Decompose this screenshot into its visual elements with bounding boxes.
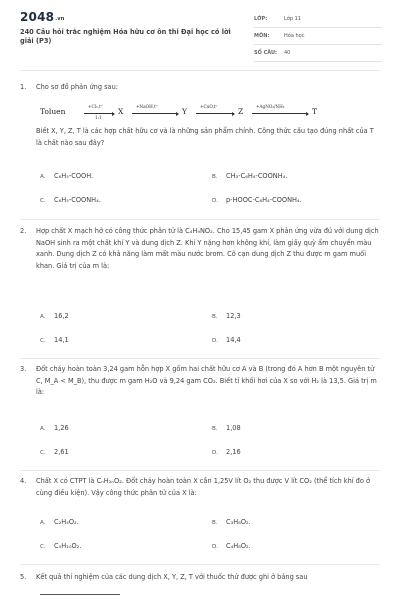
option-label: C. <box>40 338 46 344</box>
option-d[interactable] <box>212 336 241 344</box>
option-label: C. <box>40 544 46 550</box>
question-text: Kết quả thí nghiệm của các dung dịch X, Y, Z, T với thuốc thử được ghi ở bảng sau <box>36 573 308 581</box>
option-text: 14,1 <box>54 336 69 344</box>
option-text: 1,26 <box>54 424 69 432</box>
option-label: D. <box>212 544 219 550</box>
document-title: 240 Câu hỏi trắc nghiệm Hóa hữu cơ ôn thi Đại học có lời giải (P3) <box>20 28 231 45</box>
species-z: Z <box>238 107 244 116</box>
option-text: 14,4 <box>226 336 241 344</box>
option-label: D. <box>212 198 219 204</box>
option-a[interactable] <box>40 518 79 526</box>
option-label: B. <box>212 174 218 180</box>
option-text: 16,2 <box>54 312 69 320</box>
reaction-arrow <box>132 113 178 114</box>
reaction-arrow <box>196 113 234 114</box>
option-text: C₆H₅-COONH₄. <box>54 196 101 204</box>
meta-value: Hóa học <box>284 33 305 39</box>
question-divider <box>20 358 380 359</box>
question-intro: Cho sơ đồ phản ứng sau: <box>36 83 118 91</box>
reagent-label: +Cl₂,t⁰ <box>88 104 103 109</box>
logo-suffix: .vn <box>55 16 65 22</box>
question-text: Chất X có CTPT là CₙH₂ₙO₂. Đốt cháy hoàn toàn X cần 1,25V lít O₂ thu được V lít CO₂ (thể tích khí đo ở cùng điều kiện). Vậy công thức phân tử của X là: <box>36 477 371 497</box>
option-text: CH₃-C₆H₄-COONH₄. <box>226 172 288 180</box>
option-text: C₅H₁₀O₂. <box>54 542 82 550</box>
species-y: Y <box>182 107 187 116</box>
option-text: C₆H₅-COOH. <box>54 172 94 180</box>
question-text: Biết X, Y, Z, T là các hợp chất hữu cơ và là những sản phẩm chính. Công thức cấu tạo đúng nhất của T là chất nào sau đây? <box>36 127 374 147</box>
reagent-label: +CuO,t⁰ <box>200 104 218 109</box>
option-text: C₂H₄O₂. <box>54 518 79 526</box>
option-d[interactable] <box>212 448 241 456</box>
option-b[interactable] <box>212 172 287 180</box>
reagent-label: +AgNO₃/NH₃ <box>256 104 285 109</box>
question-number: 3. <box>20 365 27 373</box>
option-d[interactable] <box>212 196 302 204</box>
question-text: Hợp chất X mạch hở có công thức phân tử là C₄H₉NO₂. Cho 15,45 gam X phản ứng vừa đủ với dung dịch NaOH sinh ra một chất khí Y và dung dịch Z. Khí Y nặng hơn không khí, làm giấy quỳ ẩm chuyển màu xanh. Dung dịch Z có khả năng làm mất màu nước brom. Cô cạn dung dịch Z thu được m gam muối khan. Giá trị của m là: <box>36 227 379 270</box>
option-label: C. <box>40 450 46 456</box>
question-number: 4. <box>20 477 27 485</box>
option-label: B. <box>212 520 218 526</box>
species-toluene: Toluen <box>40 107 66 116</box>
option-label: A. <box>40 174 46 180</box>
meta-value: Lớp 11 <box>284 16 301 22</box>
header-divider <box>20 70 380 71</box>
option-c[interactable] <box>40 196 101 204</box>
question-number: 5. <box>20 573 27 581</box>
option-label: A. <box>40 314 46 320</box>
option-text: p-HOOC-C₆H₄-COONH₄. <box>226 196 302 204</box>
question-text: Đốt cháy hoàn toàn 3,24 gam hỗn hợp X gồm hai chất hữu cơ A và B (trong đó A hơn B một nguyên tử C, M_A < M_B), thu được m gam H₂O và 9,24 gam CO₂. Biết tỉ khối hơi của X so với H₂ là 13,5. Giá trị m là: <box>36 365 377 396</box>
logo-text: 2048 <box>20 10 55 24</box>
meta-key: LỚP: <box>254 16 268 22</box>
option-label: A. <box>40 426 46 432</box>
question-number: 2. <box>20 227 27 235</box>
meta-row-class <box>254 14 382 28</box>
species-t: T <box>312 107 318 116</box>
meta-key: MÔN: <box>254 33 270 39</box>
option-text: 2,16 <box>226 448 241 456</box>
option-b[interactable] <box>212 424 241 432</box>
option-b[interactable] <box>212 518 251 526</box>
question-divider <box>20 219 380 220</box>
option-a[interactable] <box>40 172 93 180</box>
question-divider <box>20 470 380 471</box>
meta-row-count <box>254 48 382 62</box>
ratio-label: 1:1 <box>95 115 102 120</box>
option-text: 1,08 <box>226 424 241 432</box>
reaction-arrow <box>84 113 114 114</box>
option-a[interactable] <box>40 424 69 432</box>
option-label: B. <box>212 426 218 432</box>
option-b[interactable] <box>212 312 241 320</box>
document-header <box>0 0 400 64</box>
species-x: X <box>118 107 124 116</box>
meta-key: SỐ CÂU: <box>254 50 278 56</box>
question-divider <box>20 564 380 565</box>
reaction-arrow <box>252 113 308 114</box>
meta-row-subject <box>254 31 382 45</box>
option-text: 12,3 <box>226 312 241 320</box>
document-meta <box>254 14 382 65</box>
reagent-label: +NaOH,t⁰ <box>136 104 158 109</box>
option-c[interactable] <box>40 542 81 550</box>
question-number: 1. <box>20 83 27 91</box>
option-text: C₄H₈O₂. <box>226 542 251 550</box>
reaction-scheme <box>40 104 380 118</box>
option-label: D. <box>212 338 219 344</box>
option-label: C. <box>40 198 46 204</box>
table-top-border <box>40 594 120 595</box>
site-logo[interactable] <box>20 10 65 24</box>
meta-value: 40 <box>284 50 291 56</box>
option-label: B. <box>212 314 218 320</box>
option-text: 2,61 <box>54 448 69 456</box>
option-label: A. <box>40 520 46 526</box>
option-d[interactable] <box>212 542 251 550</box>
option-c[interactable] <box>40 448 69 456</box>
option-text: C₃H₆O₂. <box>226 518 251 526</box>
option-a[interactable] <box>40 312 69 320</box>
option-c[interactable] <box>40 336 69 344</box>
option-label: D. <box>212 450 219 456</box>
